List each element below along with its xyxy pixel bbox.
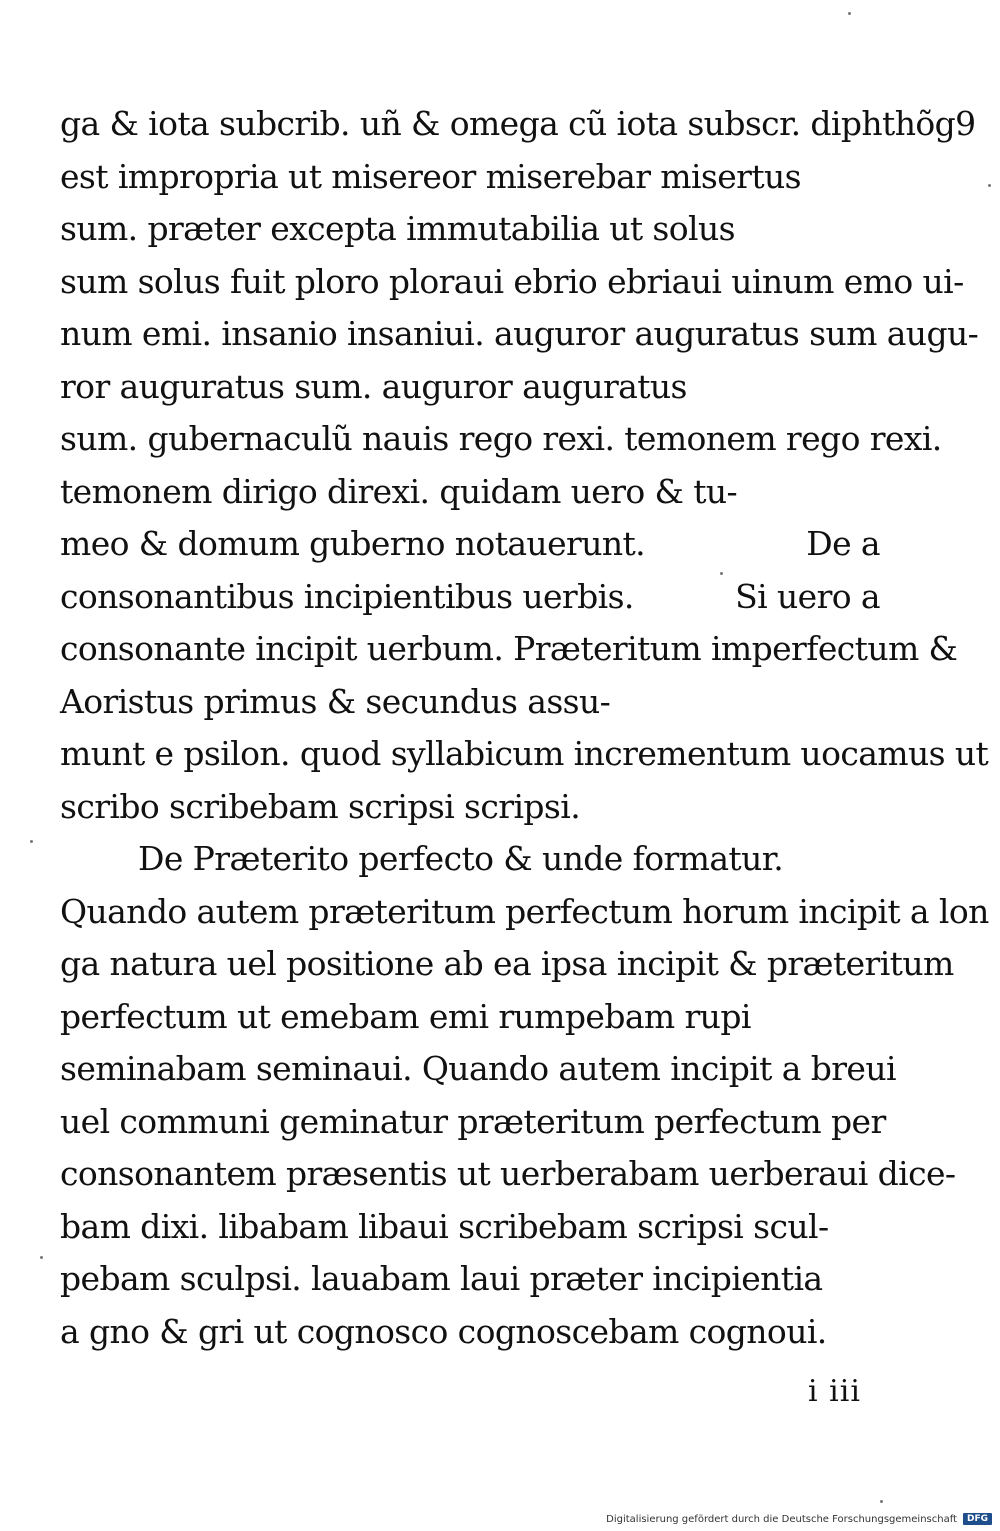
text-line-12: Aoristus primus & secundus assu- [60, 681, 611, 721]
text-line-13: munt e psilon. quod syllabicum incrementum uocamus ut [60, 734, 989, 773]
text-line-10 [60, 571, 880, 624]
text-line-19: seminabam seminaui. Quando autem incipit a breui [60, 1049, 896, 1088]
text-line-20: uel communi geminatur præteritum perfectum per [60, 1101, 886, 1141]
text-line-24: a gno & gri ut cognosco cognoscebam cognoui. [60, 1311, 827, 1351]
text-line-21: consonantem præsentis ut uerberabam uerberaui dice- [60, 1154, 956, 1193]
text-line-22: bam dixi. libabam libaui scribebam scripsi scul- [60, 1206, 829, 1246]
folio-signature: i iii [808, 1374, 861, 1409]
text-line-14: scribo scribebam scripsi scripsi. [60, 786, 581, 826]
page-text-block [60, 98, 989, 1358]
text-line-1: ga & iota subcrib. uñ & omega cũ iota subscr. diphthõg9 [60, 104, 976, 143]
text-line-3: sum. præter excepta immutabilia ut solus [60, 209, 735, 248]
section-heading-2: De Præterito perfecto & unde formatur. [138, 839, 784, 878]
dfg-logo-icon: DFG [963, 1513, 992, 1525]
text-line-11: consonante incipit uerbum. Præteritum imperfectum & [60, 629, 958, 668]
text-line-2: est impropria ut misereor miserebar misertus [60, 156, 802, 196]
section-heading-1: consonantibus incipientibus uerbis. [60, 576, 634, 616]
text-line-6: ror auguratus sum. auguror auguratus [60, 366, 687, 406]
scan-speck [30, 840, 33, 843]
text-line-9-left: meo & domum guberno notauerunt. [60, 524, 646, 563]
text-line-9 [60, 518, 880, 571]
section-heading-1-start: De a [806, 524, 880, 563]
text-line-18: perfectum ut emebam emi rumpebam rupi [60, 996, 751, 1036]
digitization-credit [606, 1513, 992, 1525]
scan-speck [40, 1256, 43, 1259]
credit-text: Digitalisierung gefördert durch die Deutsche Forschungsgemeinschaft [606, 1513, 957, 1525]
text-line-7: sum. gubernaculũ nauis rego rexi. temonem rego rexi. [60, 419, 942, 458]
text-line-16: Quando autem præteritum perfectum horum incipit a lon [60, 891, 989, 931]
scan-speck [880, 1500, 883, 1503]
text-line-8: temonem dirigo direxi. quidam uero & tu- [60, 471, 738, 511]
scan-speck [988, 184, 991, 187]
scan-speck [720, 572, 723, 575]
text-line-4: sum solus fuit ploro ploraui ebrio ebriaui uinum emo ui- [60, 261, 964, 301]
paragraph-2-start: Si uero a [735, 576, 880, 616]
scan-speck [848, 12, 851, 15]
text-line-23: pebam sculpsi. lauabam laui præter incipientia [60, 1259, 823, 1298]
text-line-17: ga natura uel positione ab ea ipsa incipit & præteritum [60, 944, 954, 983]
text-line-5: num emi. insanio insaniui. auguror auguratus sum augu- [60, 314, 979, 353]
